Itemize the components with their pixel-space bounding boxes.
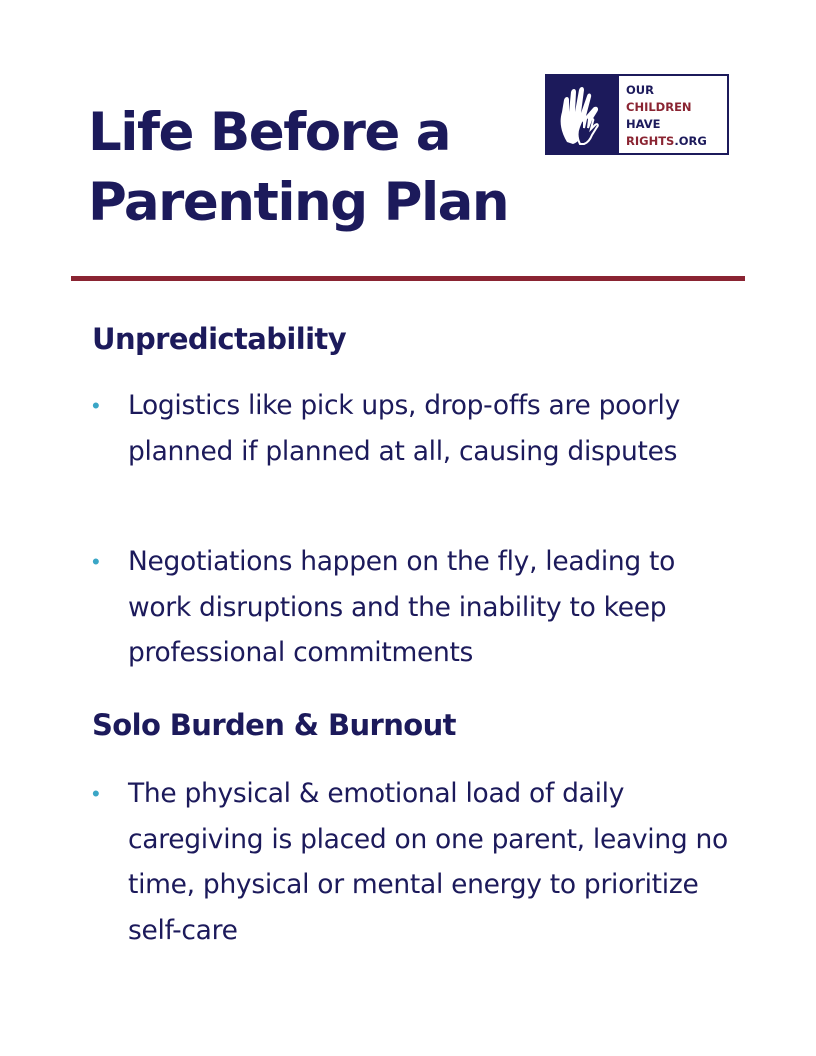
logo-line-rights: [626, 133, 727, 150]
logo-rights: RIGHTS: [626, 134, 675, 148]
bullet-icon: •: [92, 781, 100, 806]
logo-wordmark: [619, 76, 727, 153]
list-item-text: The physical & emotional load of daily caregiving is placed on one parent, leaving no time, physical or mental energy to prioritize self-care: [128, 778, 728, 946]
page-title: [88, 98, 558, 238]
section-heading-unpredictability: Unpredictability: [92, 322, 346, 356]
organization-logo: [545, 74, 729, 155]
hands-icon: [547, 76, 619, 153]
list-item-text: Negotiations happen on the fly, leading to work disruptions and the inability to keep professional commitments: [128, 546, 676, 668]
list-item: [92, 539, 732, 676]
title-line-2: Parenting Plan: [88, 172, 509, 233]
logo-line-children: CHILDREN: [626, 100, 692, 114]
section-divider: [71, 276, 745, 281]
hands-icon-graphic: [553, 82, 613, 148]
logo-line-our: OUR: [626, 83, 654, 97]
logo-org: .ORG: [674, 134, 707, 148]
list-item-text: Logistics like pick ups, drop-offs are poorly planned if planned at all, causing disputes: [128, 390, 680, 467]
section-heading-solo-burden: Solo Burden & Burnout: [92, 708, 456, 742]
logo-line-have: HAVE: [626, 117, 661, 131]
bullet-icon: •: [92, 549, 100, 574]
bullet-icon: •: [92, 393, 100, 418]
title-line-1: Life Before a: [88, 102, 451, 163]
list-item: [92, 383, 732, 474]
list-item: [92, 771, 732, 953]
